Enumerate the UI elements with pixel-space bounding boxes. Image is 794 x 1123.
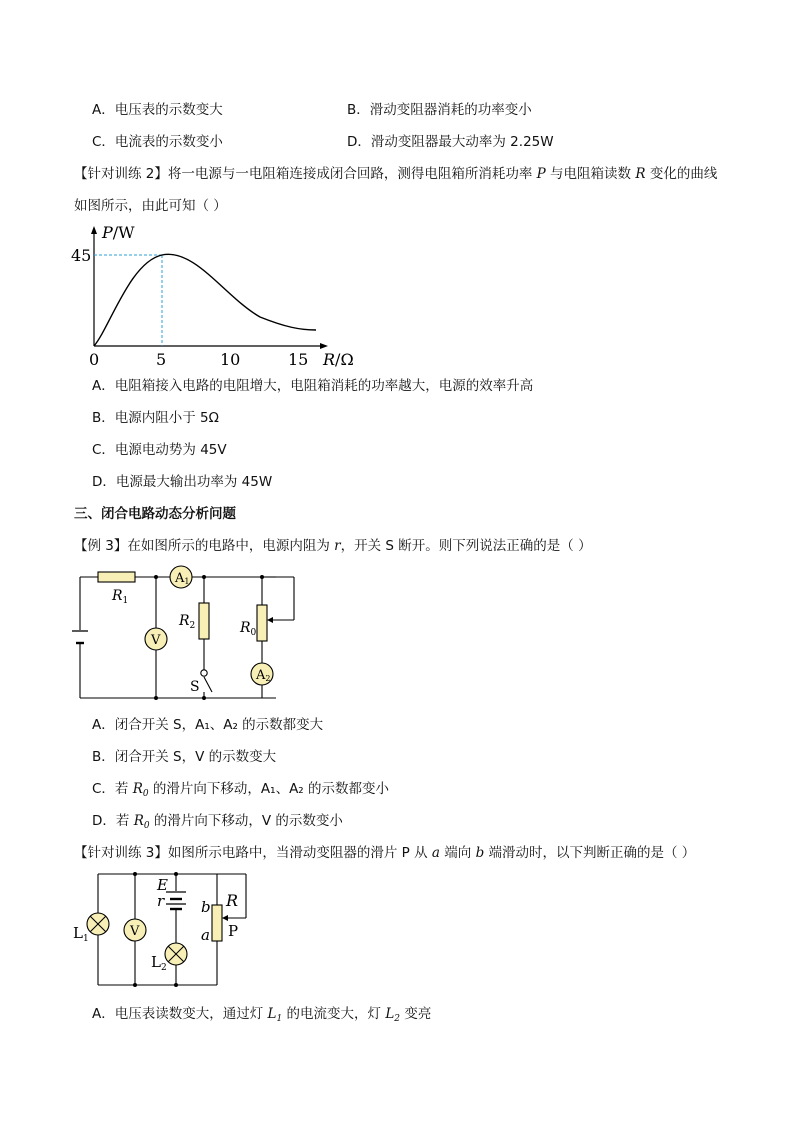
r2-resistor xyxy=(199,603,209,639)
svg-text:R1: $R_1$ xyxy=(112,588,129,606)
option-c: C．电流表的示数变小 xyxy=(92,134,223,150)
q2-stem-line2: 如图所示，由此可知（ ） xyxy=(74,198,227,214)
svg-text:V: V xyxy=(151,633,161,648)
svg-text:R: R xyxy=(226,891,239,910)
svg-text:L2: $L_2$ xyxy=(151,953,167,973)
x-tick-0: 0 xyxy=(89,350,100,369)
lamp-l2 xyxy=(165,943,187,965)
svg-text:L1: $L_1$ xyxy=(73,924,89,944)
internal-r-label: r xyxy=(157,892,165,910)
x-tick-15: 15 xyxy=(288,350,309,369)
q2-option-c: C．电源电动势为 45V xyxy=(92,442,227,458)
ex3-option-a: A．闭合开关 S，A₁、A₂ 的示数都变大 xyxy=(92,717,324,733)
slider-p-label: P xyxy=(228,922,239,940)
rheostat-r xyxy=(212,905,222,941)
svg-text:A2: A2 xyxy=(256,668,271,683)
svg-text:a: a xyxy=(201,926,210,944)
switch-label: S xyxy=(190,679,200,695)
ex3-option-b: B．闭合开关 S，V 的示数变大 xyxy=(92,749,277,765)
emf-label: E xyxy=(157,876,168,894)
y-axis-label: P/W xyxy=(102,223,135,242)
q2-stem-line1: 【针对训练 2】将一电源与一电阻箱连接成闭合回路，测得电阻箱所消耗功率 P 与电阻箱读数 R 变化的曲线 xyxy=(74,166,718,182)
ex3-circuit-diagram xyxy=(70,562,310,702)
section-title: 三、闭合电路动态分析问题 xyxy=(74,506,236,522)
q3-stem: 【针对训练 3】如图所示电路中，当滑动变阻器的滑片 P 从 a 端向 b 端滑动时，以下判断正确的是（ ） xyxy=(74,845,696,861)
option-a: A．电压表的示数变大 xyxy=(92,102,223,118)
option-b: B．滑动变阻器消耗的功率变小 xyxy=(347,102,532,118)
power-resistance-graph xyxy=(60,222,370,372)
ex3-option-d: D．若 $R_0$ 的滑片向下移动，V 的示数变小 xyxy=(92,813,343,831)
lamp-l1 xyxy=(87,913,109,935)
x-axis-label: R/Ω xyxy=(323,350,354,369)
q2-option-b: B．电源内阻小于 5Ω xyxy=(92,410,219,426)
svg-text:b: b xyxy=(201,898,211,916)
x-tick-5: 5 xyxy=(156,350,167,369)
q3-circuit-diagram xyxy=(70,868,260,993)
q3-option-a: A．电压表读数变大，通过灯 $L_1$ 的电流变大，灯 $L_2$ 变亮 xyxy=(92,1006,432,1024)
option-d: D．滑动变阻器最大动率为 2.25W xyxy=(347,134,554,150)
r0-rheostat xyxy=(257,605,267,641)
ex3-option-c: C．若 $R_0$ 的滑片向下移动，A₁、A₂ 的示数都变小 xyxy=(92,781,390,799)
q2-option-a: A．电阻箱接入电路的电阻增大，电阻箱消耗的功率越大，电源的效率升高 xyxy=(92,378,534,394)
svg-text:R2: $R_2$ xyxy=(179,613,196,631)
y-tick-45: 45 xyxy=(71,246,92,265)
r1-resistor xyxy=(98,572,135,582)
svg-text:R0: $R_0$ xyxy=(240,620,257,638)
x-tick-10: 10 xyxy=(220,350,241,369)
q2-option-d: D．电源最大输出功率为 45W xyxy=(92,474,273,490)
svg-text:V: V xyxy=(130,924,140,939)
svg-text:A1: A1 xyxy=(175,571,190,586)
power-curve xyxy=(94,254,316,346)
ex3-stem: 【例 3】在如图所示的电路中，电源内阻为 r，开关 S 断开。则下列说法正确的是（ ） xyxy=(74,538,592,554)
